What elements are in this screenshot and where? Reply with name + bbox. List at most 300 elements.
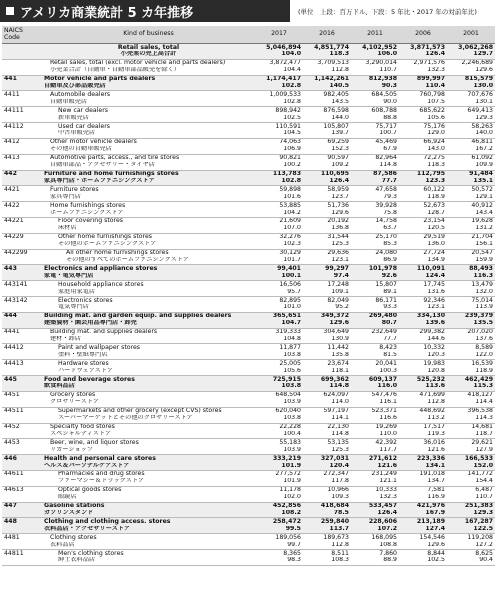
sales-value: 812,938 xyxy=(351,75,399,83)
ratio-value: 127.2 xyxy=(447,542,495,550)
ratio-value: 131.6 xyxy=(399,289,447,297)
naics-code: 4453 xyxy=(4,438,20,446)
sales-value: 471,699 xyxy=(419,391,445,399)
ratio-value: 110.7 xyxy=(447,494,495,502)
sales-value: 525,232 xyxy=(399,376,447,384)
table-header xyxy=(2,26,495,44)
table-row xyxy=(2,328,495,336)
sales-value: 319,333 xyxy=(275,328,301,336)
naics-code-blank xyxy=(2,447,42,455)
ratio-value: 118.9 xyxy=(447,368,495,376)
naics-code-blank xyxy=(2,510,42,518)
naics-code-blank xyxy=(2,368,42,376)
naics-code-blank xyxy=(2,415,42,423)
sales-value: 75,176 xyxy=(423,122,445,130)
sales-value: 58,959 xyxy=(327,185,349,193)
sales-value: 462,429 xyxy=(447,376,495,384)
business-name-jp: その他のすべてのホームファニシングストア xyxy=(42,257,255,265)
table-row-sub xyxy=(2,336,495,344)
table-row-sub xyxy=(2,130,495,138)
ratio-value: 88.9 xyxy=(351,557,399,565)
header-naics-code: NAICS Code xyxy=(2,26,42,44)
ratio-value: 121.6 xyxy=(399,447,447,455)
ratio-value: 95.7 xyxy=(255,289,303,297)
table-row xyxy=(2,470,495,478)
square-bullet-icon xyxy=(6,7,14,15)
table-row-sub xyxy=(2,273,495,281)
sales-value: 452,856 xyxy=(255,502,303,510)
naics-code-blank xyxy=(2,352,42,360)
table-row xyxy=(2,312,495,320)
ratio-value: 139.7 xyxy=(303,130,351,138)
table-row-sub xyxy=(2,447,495,455)
sales-value: 14,758 xyxy=(375,217,397,225)
business-name-en: Supermarkets and other grocery (except CVS) stores xyxy=(58,407,222,415)
naics-code: 443141 xyxy=(4,280,28,288)
ratio-value: 102.8 xyxy=(255,178,303,186)
sales-value: 8,365 xyxy=(283,549,301,557)
naics-code-blank xyxy=(2,210,42,218)
header-kind-of-business: Kind of business xyxy=(42,26,255,44)
sales-value: 3,872,477 xyxy=(269,59,301,67)
ratio-value: 127.4 xyxy=(399,526,447,534)
ratio-value: 100.1 xyxy=(255,273,303,281)
table-row xyxy=(2,391,495,399)
sales-value: 533,457 xyxy=(351,502,399,510)
table-row xyxy=(2,265,495,273)
ratio-value: 121.1 xyxy=(351,478,399,486)
ratio-value: 118.3 xyxy=(399,162,447,170)
sales-value: 213,189 xyxy=(399,518,447,526)
ratio-value: 137.6 xyxy=(447,336,495,344)
naics-code: 44221 xyxy=(4,217,24,225)
sales-value: 11,442 xyxy=(327,343,349,351)
sales-value: 648,504 xyxy=(275,391,301,399)
ratio-value: 126.4 xyxy=(399,51,447,59)
sales-value: 36,016 xyxy=(423,438,445,446)
ratio-value: 109.1 xyxy=(303,289,351,297)
sales-value: 4,851,774 xyxy=(303,44,351,52)
ratio-value: 77.7 xyxy=(351,178,399,186)
sales-value: 191,018 xyxy=(419,470,445,478)
table-row xyxy=(2,123,495,131)
sales-value: 349,372 xyxy=(303,312,351,320)
ratio-value: 103.8 xyxy=(255,415,303,423)
business-name-jp: 床材店 xyxy=(42,225,255,233)
business-name-en: Optical goods stores xyxy=(58,486,122,494)
naics-code: 443142 xyxy=(4,296,28,304)
sales-value: 189,673 xyxy=(323,533,349,541)
ratio-value: 129.6 xyxy=(303,210,351,218)
ratio-value: 167.9 xyxy=(399,510,447,518)
ratio-value: 131.2 xyxy=(447,225,495,233)
naics-code-blank xyxy=(2,383,42,391)
sales-value: 258,472 xyxy=(255,518,303,526)
sales-value: 1,174,417 xyxy=(255,75,303,83)
sales-value: 5,046,894 xyxy=(255,44,303,52)
table-row xyxy=(2,233,495,241)
sales-value: 6,487 xyxy=(475,486,493,494)
business-name-en: All other home furnishings stores xyxy=(66,249,169,257)
naics-code-blank xyxy=(2,115,42,123)
table-row-sub xyxy=(2,194,495,202)
table-row-sub xyxy=(2,162,495,170)
business-name-jp: 電気専門店 xyxy=(42,304,255,312)
ratio-value: 85.3 xyxy=(351,241,399,249)
business-name-jp: スペシャルティストア xyxy=(42,431,255,439)
ratio-value: 101.9 xyxy=(255,478,303,486)
table-row-sub xyxy=(2,415,495,423)
ratio-value: 113.6 xyxy=(399,383,447,391)
naics-code-blank xyxy=(2,431,42,439)
naics-code-blank xyxy=(2,83,42,91)
business-name-en: Health and personal care stores xyxy=(42,455,255,463)
business-name-jp: ヘルス＆パーソナルケアストア xyxy=(42,463,255,471)
table-row-sub xyxy=(2,304,495,312)
naics-code: 4413 xyxy=(4,154,20,162)
table-row xyxy=(2,502,495,510)
ratio-value: 120.8 xyxy=(399,368,447,376)
naics-code-blank xyxy=(2,51,42,59)
sales-value: 815,579 xyxy=(447,75,495,83)
ratio-value: 114.8 xyxy=(303,383,351,391)
business-name-jp: 家具専門店 xyxy=(42,194,255,202)
sales-value: 75,717 xyxy=(375,122,397,130)
business-name-en: Electronics stores xyxy=(58,296,113,304)
ratio-value: 99.5 xyxy=(255,526,303,534)
business-name-jp: その他の自動車販売店 xyxy=(42,146,255,154)
sales-value: 3,062,268 xyxy=(447,44,495,52)
ratio-value: 118.1 xyxy=(303,368,351,376)
business-name-jp: ホームファニシングストア xyxy=(42,210,255,218)
sales-value: 99,297 xyxy=(303,265,351,273)
ratio-value: 105.6 xyxy=(399,115,447,123)
table-row-sub xyxy=(2,225,495,233)
sales-value: 50,572 xyxy=(471,185,493,193)
ratio-value: 134.1 xyxy=(399,463,447,471)
sales-value: 46,811 xyxy=(471,138,493,146)
sales-value: 299,382 xyxy=(419,328,445,336)
naics-code: 44111 xyxy=(4,106,24,114)
sales-value: 13,479 xyxy=(471,280,493,288)
sales-value: 72,275 xyxy=(423,154,445,162)
ratio-value: 78.5 xyxy=(303,510,351,518)
ratio-value: 120.5 xyxy=(399,225,447,233)
naics-code-blank xyxy=(2,194,42,202)
business-name-jp: 塗料・壁紙専門店 xyxy=(42,352,255,360)
ratio-value: 110.4 xyxy=(399,83,447,91)
business-name-en: Men's clothing stores xyxy=(58,549,124,557)
table-row xyxy=(2,455,495,463)
naics-code: 4452 xyxy=(4,423,20,430)
table-row-sub xyxy=(2,352,495,360)
sales-value: 982,405 xyxy=(323,90,349,98)
ratio-value: 114.3 xyxy=(447,415,495,423)
ratio-value: 128.7 xyxy=(399,210,447,218)
header-year: 2016 xyxy=(303,26,351,44)
naics-code: 44112 xyxy=(4,122,24,130)
business-name-en: Automobile dealers xyxy=(50,90,111,98)
sales-value: 20,041 xyxy=(375,359,397,367)
ratio-value: 99.7 xyxy=(255,542,303,550)
sales-value: 3,290,014 xyxy=(365,59,397,67)
sales-value: 21,704 xyxy=(471,233,493,241)
ratio-value: 129.7 xyxy=(447,51,495,59)
sales-value: 8,589 xyxy=(475,343,493,351)
naics-code-blank xyxy=(2,130,42,138)
table-row xyxy=(2,138,495,146)
sales-value: 876,598 xyxy=(323,106,349,114)
sales-value: 61,092 xyxy=(471,154,493,162)
ratio-value: 107.2 xyxy=(351,526,399,534)
ratio-value: 144.0 xyxy=(303,115,351,123)
ratio-value: 108.8 xyxy=(351,542,399,550)
sales-value: 239,379 xyxy=(447,312,495,320)
naics-code: 44412 xyxy=(4,343,24,351)
naics-code-blank xyxy=(2,289,42,297)
sales-value: 47,658 xyxy=(375,185,397,193)
sales-value: 396,538 xyxy=(467,407,493,415)
sales-value: 86,171 xyxy=(375,296,397,304)
business-name-en: Household appliance stores xyxy=(58,280,144,288)
ratio-value: 113.7 xyxy=(303,526,351,534)
sales-value: 2,971,576 xyxy=(413,59,445,67)
ratio-value: 106.0 xyxy=(351,51,399,59)
ratio-value: 114.1 xyxy=(303,415,351,423)
sales-value: 25,170 xyxy=(375,233,397,241)
sales-value: 685,622 xyxy=(419,106,445,114)
sales-value: 39,928 xyxy=(375,201,397,209)
sales-value: 29,621 xyxy=(471,438,493,446)
ratio-value: 122.5 xyxy=(447,526,495,534)
table-row xyxy=(2,518,495,526)
business-name-en: Clothing and clothing access. stores xyxy=(42,518,255,526)
ratio-value: 129.3 xyxy=(447,115,495,123)
ratio-value: 143.4 xyxy=(447,210,495,218)
table-row-sub xyxy=(2,526,495,534)
sales-value: 304,649 xyxy=(323,328,349,336)
ratio-value: 90.4 xyxy=(447,557,495,565)
table-row xyxy=(2,202,495,210)
business-name-jp: ガソリンスタンド xyxy=(42,510,255,518)
ratio-value: 132.0 xyxy=(447,289,495,297)
sales-value: 269,480 xyxy=(351,312,399,320)
sales-value: 8,844 xyxy=(427,549,445,557)
ratio-value: 114.0 xyxy=(303,399,351,407)
sales-value: 421,976 xyxy=(399,502,447,510)
table-row xyxy=(2,154,495,162)
sales-value: 725,915 xyxy=(255,376,303,384)
business-name-en: Pharmacies and drug stores xyxy=(58,470,145,478)
table-row-sub xyxy=(2,146,495,154)
business-name-en: Building mat. and garden equip. and supplies dealers xyxy=(42,312,255,320)
naics-code-blank xyxy=(2,67,42,75)
ratio-value: 100.7 xyxy=(351,130,399,138)
business-name-jp: ハードウェアストア xyxy=(42,368,255,376)
sales-value: 29,636 xyxy=(327,249,349,257)
sales-value: 15,807 xyxy=(375,280,397,288)
sales-value: 105,807 xyxy=(323,122,349,130)
ratio-value: 88.8 xyxy=(351,115,399,123)
ratio-value: 125.3 xyxy=(303,241,351,249)
ratio-value: 167.2 xyxy=(447,146,495,154)
sales-value: 189,056 xyxy=(275,533,301,541)
business-name-en: Home furnishings stores xyxy=(50,201,126,209)
sales-value: 110,695 xyxy=(303,170,351,178)
header-year: 2006 xyxy=(399,26,447,44)
sales-value: 3,871,573 xyxy=(399,44,447,52)
ratio-value: 104.7 xyxy=(255,320,303,328)
naics-code-blank xyxy=(2,463,42,471)
table-row-sub xyxy=(2,383,495,391)
naics-code: 4411 xyxy=(4,90,20,98)
sales-value: 4,102,952 xyxy=(351,44,399,52)
ratio-value: 120.4 xyxy=(303,463,351,471)
sales-value: 154,546 xyxy=(419,533,445,541)
table-row xyxy=(2,44,495,52)
sales-value: 101,978 xyxy=(351,265,399,273)
sales-value: 228,606 xyxy=(351,518,399,526)
sales-value: 16,506 xyxy=(279,280,301,288)
naics-code: 445 xyxy=(2,376,42,384)
sales-value: 277,572 xyxy=(275,470,301,478)
sales-value: 82,964 xyxy=(375,154,397,162)
business-name-en: Building mat. and supplies dealers xyxy=(50,328,158,336)
ratio-value: 116.9 xyxy=(399,494,447,502)
business-name-en: Specialty food stores xyxy=(50,423,115,430)
ratio-value: 139.6 xyxy=(399,320,447,328)
naics-code-blank xyxy=(2,241,42,249)
table-row xyxy=(2,170,495,178)
business-name-jp: 自動車部品・アクセサリー・タイヤ店 xyxy=(42,162,255,170)
ratio-value: 135.1 xyxy=(447,178,495,186)
ratio-value: 98.3 xyxy=(255,557,303,565)
ratio-value: 127.9 xyxy=(447,447,495,455)
naics-code: 443 xyxy=(2,265,42,273)
ratio-value: 136.0 xyxy=(399,241,447,249)
sales-value: 141,772 xyxy=(467,470,493,478)
sales-value: 334,130 xyxy=(399,312,447,320)
ratio-value: 102.8 xyxy=(255,99,303,107)
sales-value: 272,347 xyxy=(323,470,349,478)
business-name-jp: 建材・卸店 xyxy=(42,336,255,344)
business-name-jp: 眼鏡店 xyxy=(42,494,255,502)
ratio-value: 130.1 xyxy=(447,99,495,107)
sales-value: 113,783 xyxy=(255,170,303,178)
business-name-en: Grocery stores xyxy=(50,391,96,399)
sales-value: 42,392 xyxy=(375,438,397,446)
sales-value: 82,049 xyxy=(327,296,349,304)
sales-value: 22,228 xyxy=(279,423,301,430)
ratio-value: 135.5 xyxy=(447,320,495,328)
sales-value: 19,269 xyxy=(375,423,397,430)
table-row-sub xyxy=(2,99,495,107)
ratio-value: 126.4 xyxy=(351,510,399,518)
naics-code-blank xyxy=(2,225,42,233)
ratio-value: 101.7 xyxy=(255,257,303,265)
sales-value: 31,544 xyxy=(327,233,349,241)
sales-value: 19,983 xyxy=(423,359,445,367)
ratio-value: 103.8 xyxy=(255,383,303,391)
sales-value: 87,586 xyxy=(351,170,399,178)
sales-value: 899,997 xyxy=(399,75,447,83)
sales-value: 110,591 xyxy=(275,122,301,130)
sales-value: 17,745 xyxy=(423,280,445,288)
ratio-value: 122.0 xyxy=(447,352,495,360)
business-name-en: Food and beverage stores xyxy=(42,376,255,384)
sales-value: 167,287 xyxy=(447,518,495,526)
naics-code-blank xyxy=(2,273,42,281)
sales-value: 75,014 xyxy=(471,296,493,304)
business-name-jp: 小売業の売上高合計 xyxy=(42,51,255,59)
naics-code xyxy=(2,59,42,67)
business-name-en: Motor vehicle and parts dealers xyxy=(42,75,255,83)
sales-value: 45,469 xyxy=(375,138,397,146)
sales-value: 166,533 xyxy=(447,455,495,463)
sales-value: 40,912 xyxy=(471,201,493,209)
table-row-sub xyxy=(2,431,495,439)
sales-value: 251,383 xyxy=(447,502,495,510)
sales-value: 707,676 xyxy=(467,90,493,98)
ratio-value: 134.7 xyxy=(399,478,447,486)
table-row xyxy=(2,550,495,558)
ratio-value: 123.3 xyxy=(399,178,447,186)
ratio-value: 114.4 xyxy=(447,399,495,407)
naics-code: 4412 xyxy=(4,138,20,146)
naics-code: 444 xyxy=(2,312,42,320)
sales-value: 69,259 xyxy=(327,138,349,146)
ratio-value: 92.6 xyxy=(351,273,399,281)
table-row xyxy=(2,486,495,494)
ratio-value: 104.4 xyxy=(255,67,303,75)
business-name-en: Clothing stores xyxy=(50,533,97,541)
ratio-value: 108.3 xyxy=(303,557,351,565)
ratio-value: 105.6 xyxy=(255,368,303,376)
ratio-value: 112.8 xyxy=(303,67,351,75)
sales-value: 620,040 xyxy=(275,407,301,415)
sales-value: 448,692 xyxy=(419,407,445,415)
table-row xyxy=(2,107,495,115)
business-name-jp: 新車販売店 xyxy=(42,115,255,123)
business-name-en: Furniture stores xyxy=(50,185,99,193)
ratio-value: 132.3 xyxy=(399,67,447,75)
sales-value: 8,625 xyxy=(475,549,493,557)
ratio-value: 135.8 xyxy=(303,352,351,360)
ratio-value: 80.7 xyxy=(351,320,399,328)
naics-code-blank xyxy=(2,399,42,407)
sales-value: 2,246,689 xyxy=(461,59,493,67)
sales-value: 19,628 xyxy=(471,217,493,225)
sales-value: 523,371 xyxy=(371,407,397,415)
business-name-en: Gasoline stations xyxy=(42,502,255,510)
sales-value: 3,709,513 xyxy=(317,59,349,67)
naics-code: 44613 xyxy=(4,486,24,494)
table-row-sub xyxy=(2,478,495,486)
ratio-value: 104.2 xyxy=(255,210,303,218)
business-name-jp: スーパーマーケットとその他のグロサリーストア xyxy=(42,415,255,423)
sales-value: 60,122 xyxy=(423,185,445,193)
naics-code-blank xyxy=(2,257,42,265)
sales-value: 684,505 xyxy=(371,90,397,98)
sales-value: 92,346 xyxy=(423,296,445,304)
sales-value: 11,877 xyxy=(279,343,301,351)
sales-value: 8,423 xyxy=(379,343,397,351)
business-name-en: Paint and wallpaper stores xyxy=(58,343,141,351)
sales-value: 17,517 xyxy=(423,423,445,430)
sales-value: 24,080 xyxy=(375,249,397,257)
ratio-value: 114.8 xyxy=(351,162,399,170)
ratio-value: 154.4 xyxy=(447,478,495,486)
